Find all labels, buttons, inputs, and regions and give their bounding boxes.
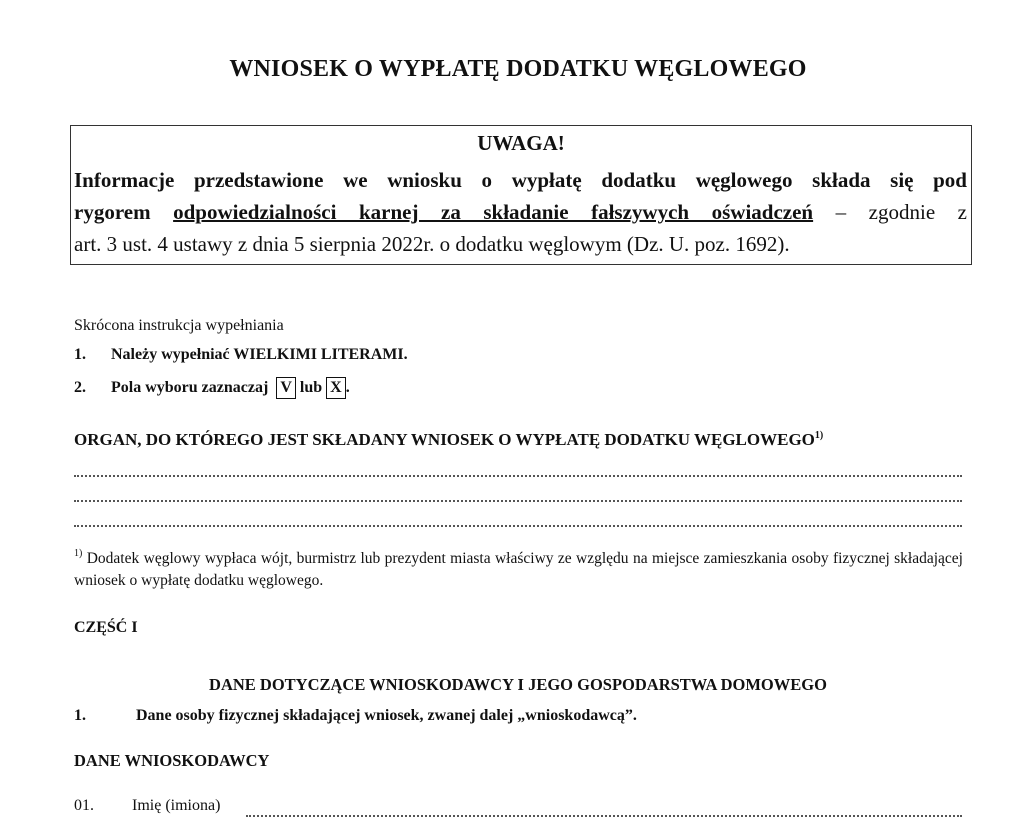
warning-line-2-rest: – zgodnie z	[813, 200, 967, 224]
warning-line-2	[74, 200, 967, 225]
applicant-heading: DANE WNIOSKODAWCY	[74, 751, 270, 770]
instruction-text-middle: lub	[299, 379, 323, 396]
checkbox-example-x: X	[326, 377, 346, 399]
instruction-item-2	[74, 377, 350, 399]
document-title: WNIOSEK O WYPŁATĘ DODATKU WĘGLOWEGO	[229, 56, 807, 82]
footnote-text: Dodatek węglowy wypłaca wójt, burmistrz lub prezydent miasta właściwy ze względu na miejsce zamieszkania osoby fizycznej składającej wniosek o wypłatę dodatku węglowego.	[74, 550, 963, 589]
warning-line-1: Informacje przedstawione we wniosku o wypłatę dodatku węglowego składa się pod	[74, 168, 967, 192]
warning-line-3: art. 3 ust. 4 ustawy z dnia 5 sierpnia 2022r. o dodatku węglowym (Dz. U. poz. 1692).	[74, 232, 790, 256]
organ-fill-line-2[interactable]	[74, 500, 962, 502]
footnote-mark: 1)	[74, 548, 83, 559]
instruction-text: Należy wypełniać WIELKIMI LITERAMI.	[111, 346, 408, 363]
footnote-reference: 1)	[814, 430, 824, 441]
section-title: DANE DOTYCZĄCE WNIOSKODAWCY I JEGO GOSPODARSTWA DOMOWEGO	[209, 675, 827, 694]
organ-fill-line-3[interactable]	[74, 525, 962, 527]
first-name-fill-line[interactable]	[246, 815, 962, 817]
item-1	[74, 707, 637, 725]
item-text: Dane osoby fizycznej składającej wniosek, zwanej dalej „wnioskodawcą”.	[136, 707, 637, 724]
footnote	[74, 543, 963, 592]
instruction-number: 2.	[74, 379, 86, 396]
field-01	[74, 797, 220, 815]
item-number: 1.	[74, 707, 86, 724]
instruction-item-1	[74, 346, 408, 364]
part-heading: CZĘŚĆ I	[74, 619, 138, 636]
organ-heading	[74, 430, 823, 450]
field-label: Imię (imiona)	[132, 797, 221, 814]
warning-rygorem: rygorem	[74, 200, 151, 224]
organ-heading-text: ORGAN, DO KTÓREGO JEST SKŁADANY WNIOSEK O WYPŁATĘ DODATKU WĘGLOWEGO	[74, 430, 815, 449]
instructions-heading: Skrócona instrukcja wypełniania	[74, 317, 284, 334]
warning-heading: UWAGA!	[477, 131, 565, 155]
field-number: 01.	[74, 797, 94, 814]
organ-fill-line-1[interactable]	[74, 475, 962, 477]
checkbox-example-v: V	[276, 377, 296, 399]
instruction-number: 1.	[74, 346, 86, 363]
warning-underlined-text: odpowiedzialności karnej za składanie fałszywych oświadczeń	[173, 200, 814, 224]
instruction-text: Pola wyboru zaznaczaj	[111, 379, 269, 396]
instruction-text-end: .	[345, 379, 350, 396]
